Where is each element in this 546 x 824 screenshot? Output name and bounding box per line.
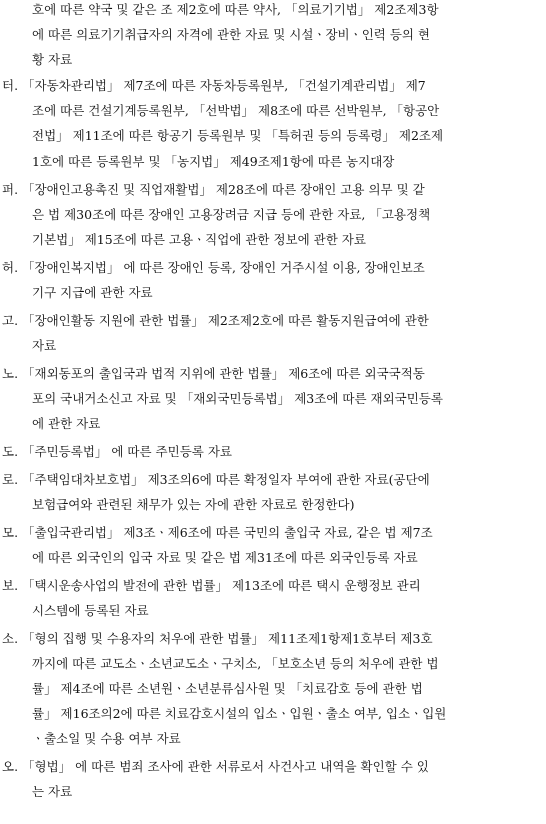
item-so-line-3: 률」 제4조에 따른 소년원ㆍ소년분류심사원 및 「치료감호 등에 관한 법 bbox=[32, 681, 423, 696]
item-peo-line-1: 퍼. 「장애인고용촉진 및 직업재활법」 제28조에 따른 장애인 고용 의무 및 같 bbox=[2, 182, 425, 197]
item-ro-line-2: 보험급여와 관련된 채무가 있는 자에 관한 자료로 한정한다) bbox=[32, 497, 355, 512]
item-heo-line-1: 허. 「장애인복지법」 에 따른 장애인 등록, 장애인 거주시설 이용, 장애인보조 bbox=[2, 260, 425, 275]
item-o-line-2: 는 자료 bbox=[32, 784, 73, 799]
item-continuation-line-2: 에 따른 의료기기취급자의 자격에 관한 자료 및 시설ㆍ장비ㆍ인력 등의 현 bbox=[32, 27, 431, 42]
item-ro-line-1: 로. 「주택임대차보호법」 제3조의6에 따른 확정일자 부여에 관한 자료(공단에 bbox=[2, 472, 430, 487]
item-go-line-1: 고. 「장애인활동 지원에 관한 법률」 제2조제2호에 따른 활동지원급여에 관한 bbox=[2, 313, 429, 328]
item-heo-line-2: 기구 지급에 관한 자료 bbox=[32, 285, 153, 300]
item-bo-line-1: 보. 「택시운송사업의 발전에 관한 법률」 제13조에 따른 택시 운행정보 관리 bbox=[2, 578, 421, 593]
item-no-line-1: 노. 「재외동포의 출입국과 법적 지위에 관한 법률」 제6조에 따른 외국국적동 bbox=[2, 366, 425, 381]
item-so-line-5: ㆍ출소일 및 수용 여부 자료 bbox=[32, 731, 181, 746]
item-so-line-1: 소. 「형의 집행 및 수용자의 처우에 관한 법률」 제11조제1항제1호부터 제3호 bbox=[2, 631, 433, 646]
item-bo-line-2: 시스템에 등록된 자료 bbox=[32, 603, 149, 618]
item-so-line-2: 까지에 따른 교도소ㆍ소년교도소ㆍ구치소, 「보호소년 등의 처우에 관한 법 bbox=[32, 656, 439, 671]
item-mo-line-1: 모. 「출입국관리법」 제3조ㆍ제6조에 따른 국민의 출입국 자료, 같은 법 제7조 bbox=[2, 525, 433, 540]
item-teo-line-2: 조에 따른 건설기계등록원부, 「선박법」 제8조에 따른 선박원부, 「항공안 bbox=[32, 103, 440, 118]
item-go-line-2: 자료 bbox=[32, 338, 57, 353]
item-o-line-1: 오. 「형법」 에 따른 범죄 조사에 관한 서류로서 사건사고 내역을 확인할 수 있 bbox=[2, 759, 429, 774]
item-peo-line-2: 은 법 제30조에 따른 장애인 고용장려금 지급 등에 관한 자료, 「고용정책 bbox=[32, 207, 431, 222]
item-no-line-3: 에 관한 자료 bbox=[32, 416, 101, 431]
item-teo-line-3: 전법」 제11조에 따른 항공기 등록원부 및 「특허권 등의 등록령」 제2조제 bbox=[32, 128, 444, 143]
item-so-line-4: 률」 제16조의2에 따른 치료감호시설의 입소ㆍ입원ㆍ출소 여부, 입소ㆍ입원 bbox=[32, 706, 447, 721]
item-teo-line-4: 1호에 따른 등록원부 및 「농지법」 제49조제1항에 따른 농지대장 bbox=[32, 154, 395, 169]
item-continuation-line-3: 황 자료 bbox=[32, 52, 73, 67]
item-peo-line-3: 기본법」 제15조에 따른 고용ㆍ직업에 관한 정보에 관한 자료 bbox=[32, 232, 366, 247]
item-no-line-2: 포의 국내거소신고 자료 및 「재외국민등록법」 제3조에 따른 재외국민등록 bbox=[32, 391, 443, 406]
item-continuation-line-1: 호에 따른 약국 및 같은 조 제2호에 따른 약사, 「의료기기법」 제2조제3항 bbox=[32, 2, 439, 17]
item-mo-line-2: 에 따른 외국인의 입국 자료 및 같은 법 제31조에 따른 외국인등록 자료 bbox=[32, 550, 418, 565]
item-do-line-1: 도. 「주민등록법」 에 따른 주민등록 자료 bbox=[2, 444, 232, 459]
item-teo-line-1: 터. 「자동차관리법」 제7조에 따른 자동차등록원부, 「건설기계관리법」 제7 bbox=[2, 78, 426, 93]
